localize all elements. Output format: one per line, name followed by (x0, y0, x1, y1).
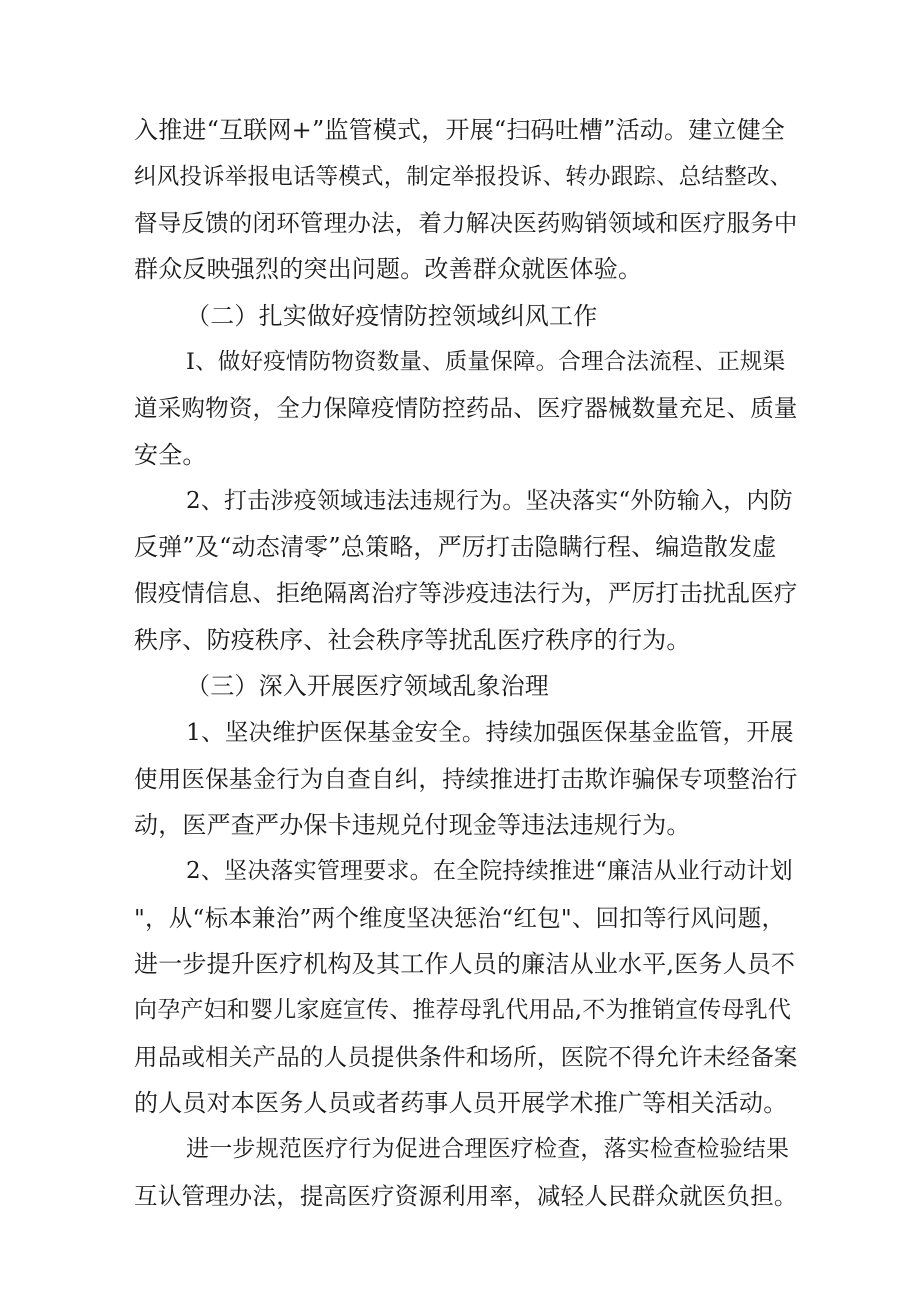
paragraph-line: 用品或相关产品的人员提供条件和场所，医院不得允许未经备案 (134, 1043, 798, 1071)
paragraph-line: 入推进“互联网+”监管模式，开展“扫码吐槽”活动。建立健全 (134, 116, 785, 144)
paragraph-line: 互认管理办法，提高医疗资源利用率，减轻人民群众就医负担。 (134, 1182, 798, 1210)
paragraph-line: 2、打击涉疫领域违法违规行为。坚决落实“外防输入，内防 (186, 488, 793, 514)
paragraph-line: 纠风投诉举报电话等模式，制定举报投诉、转办跟踪、总结整改、 (134, 164, 793, 190)
paragraph-line: 反弹”及“动态清零”总策略，严厉打击隐瞒行程、编造散发虚 (134, 533, 777, 561)
paragraph-line: "，从“标本兼治”两个维度坚决惩治“红包"、回扣等行风问题， (134, 904, 786, 932)
paragraph-line: 进一步提升医疗机构及其工作人员的廉洁从业水平,医务人员不 (134, 950, 796, 978)
section-heading: （二）扎实做好疫情防控领域纠风工作 (186, 302, 598, 330)
paragraph-line: 2、坚决落实管理要求。在全院持续推进“廉洁从业行动计划 (186, 858, 793, 884)
paragraph-line: 动，医严查严办保卡违规兑付现金等违法违规行为。 (134, 811, 691, 839)
paragraph-line: 安全。 (134, 441, 207, 469)
paragraph-line: 道采购物资，全力保障疫情防控药品、医疗器械数量充足、质量 (134, 394, 798, 422)
paragraph-line: 向孕产妇和婴儿家庭宣传、推荐母乳代用品,不为推销宣传母乳代 (134, 997, 792, 1023)
paragraph-line: 假疫情信息、拒绝隔离治疗等涉疫违法行为，严厉打击扰乱医疗 (134, 579, 798, 607)
section-heading: （三）深入开展医疗领域乱象治理 (186, 672, 549, 700)
paragraph-line: 进一步规范医疗行为促进合理医疗检查，落实检查检验结果 (186, 1136, 790, 1162)
paragraph-line: 使用医保基金行为自查自纠，持续推进打击欺诈骗保专项整治行 (134, 765, 798, 793)
paragraph-line: 群众反映强烈的突出问题。改善群众就医体验。 (134, 255, 643, 283)
paragraph-line: 1、坚决维护医保基金安全。持续加强医保基金监管，开展 (186, 718, 794, 746)
paragraph-line: 督导反馈的闭环管理办法，着力解决医药购销领域和医疗服务中 (134, 209, 798, 237)
paragraph-line: I、做好疫情防物资数量、质量保障。合理合法流程、正规渠 (186, 349, 786, 375)
paragraph-line: 秩序、防疫秩序、社会秩序等扰乱医疗秩序的行为。 (134, 626, 691, 654)
paragraph-line: 的人员对本医务人员或者药事人员开展学术推广等相关活动。 (134, 1089, 788, 1117)
